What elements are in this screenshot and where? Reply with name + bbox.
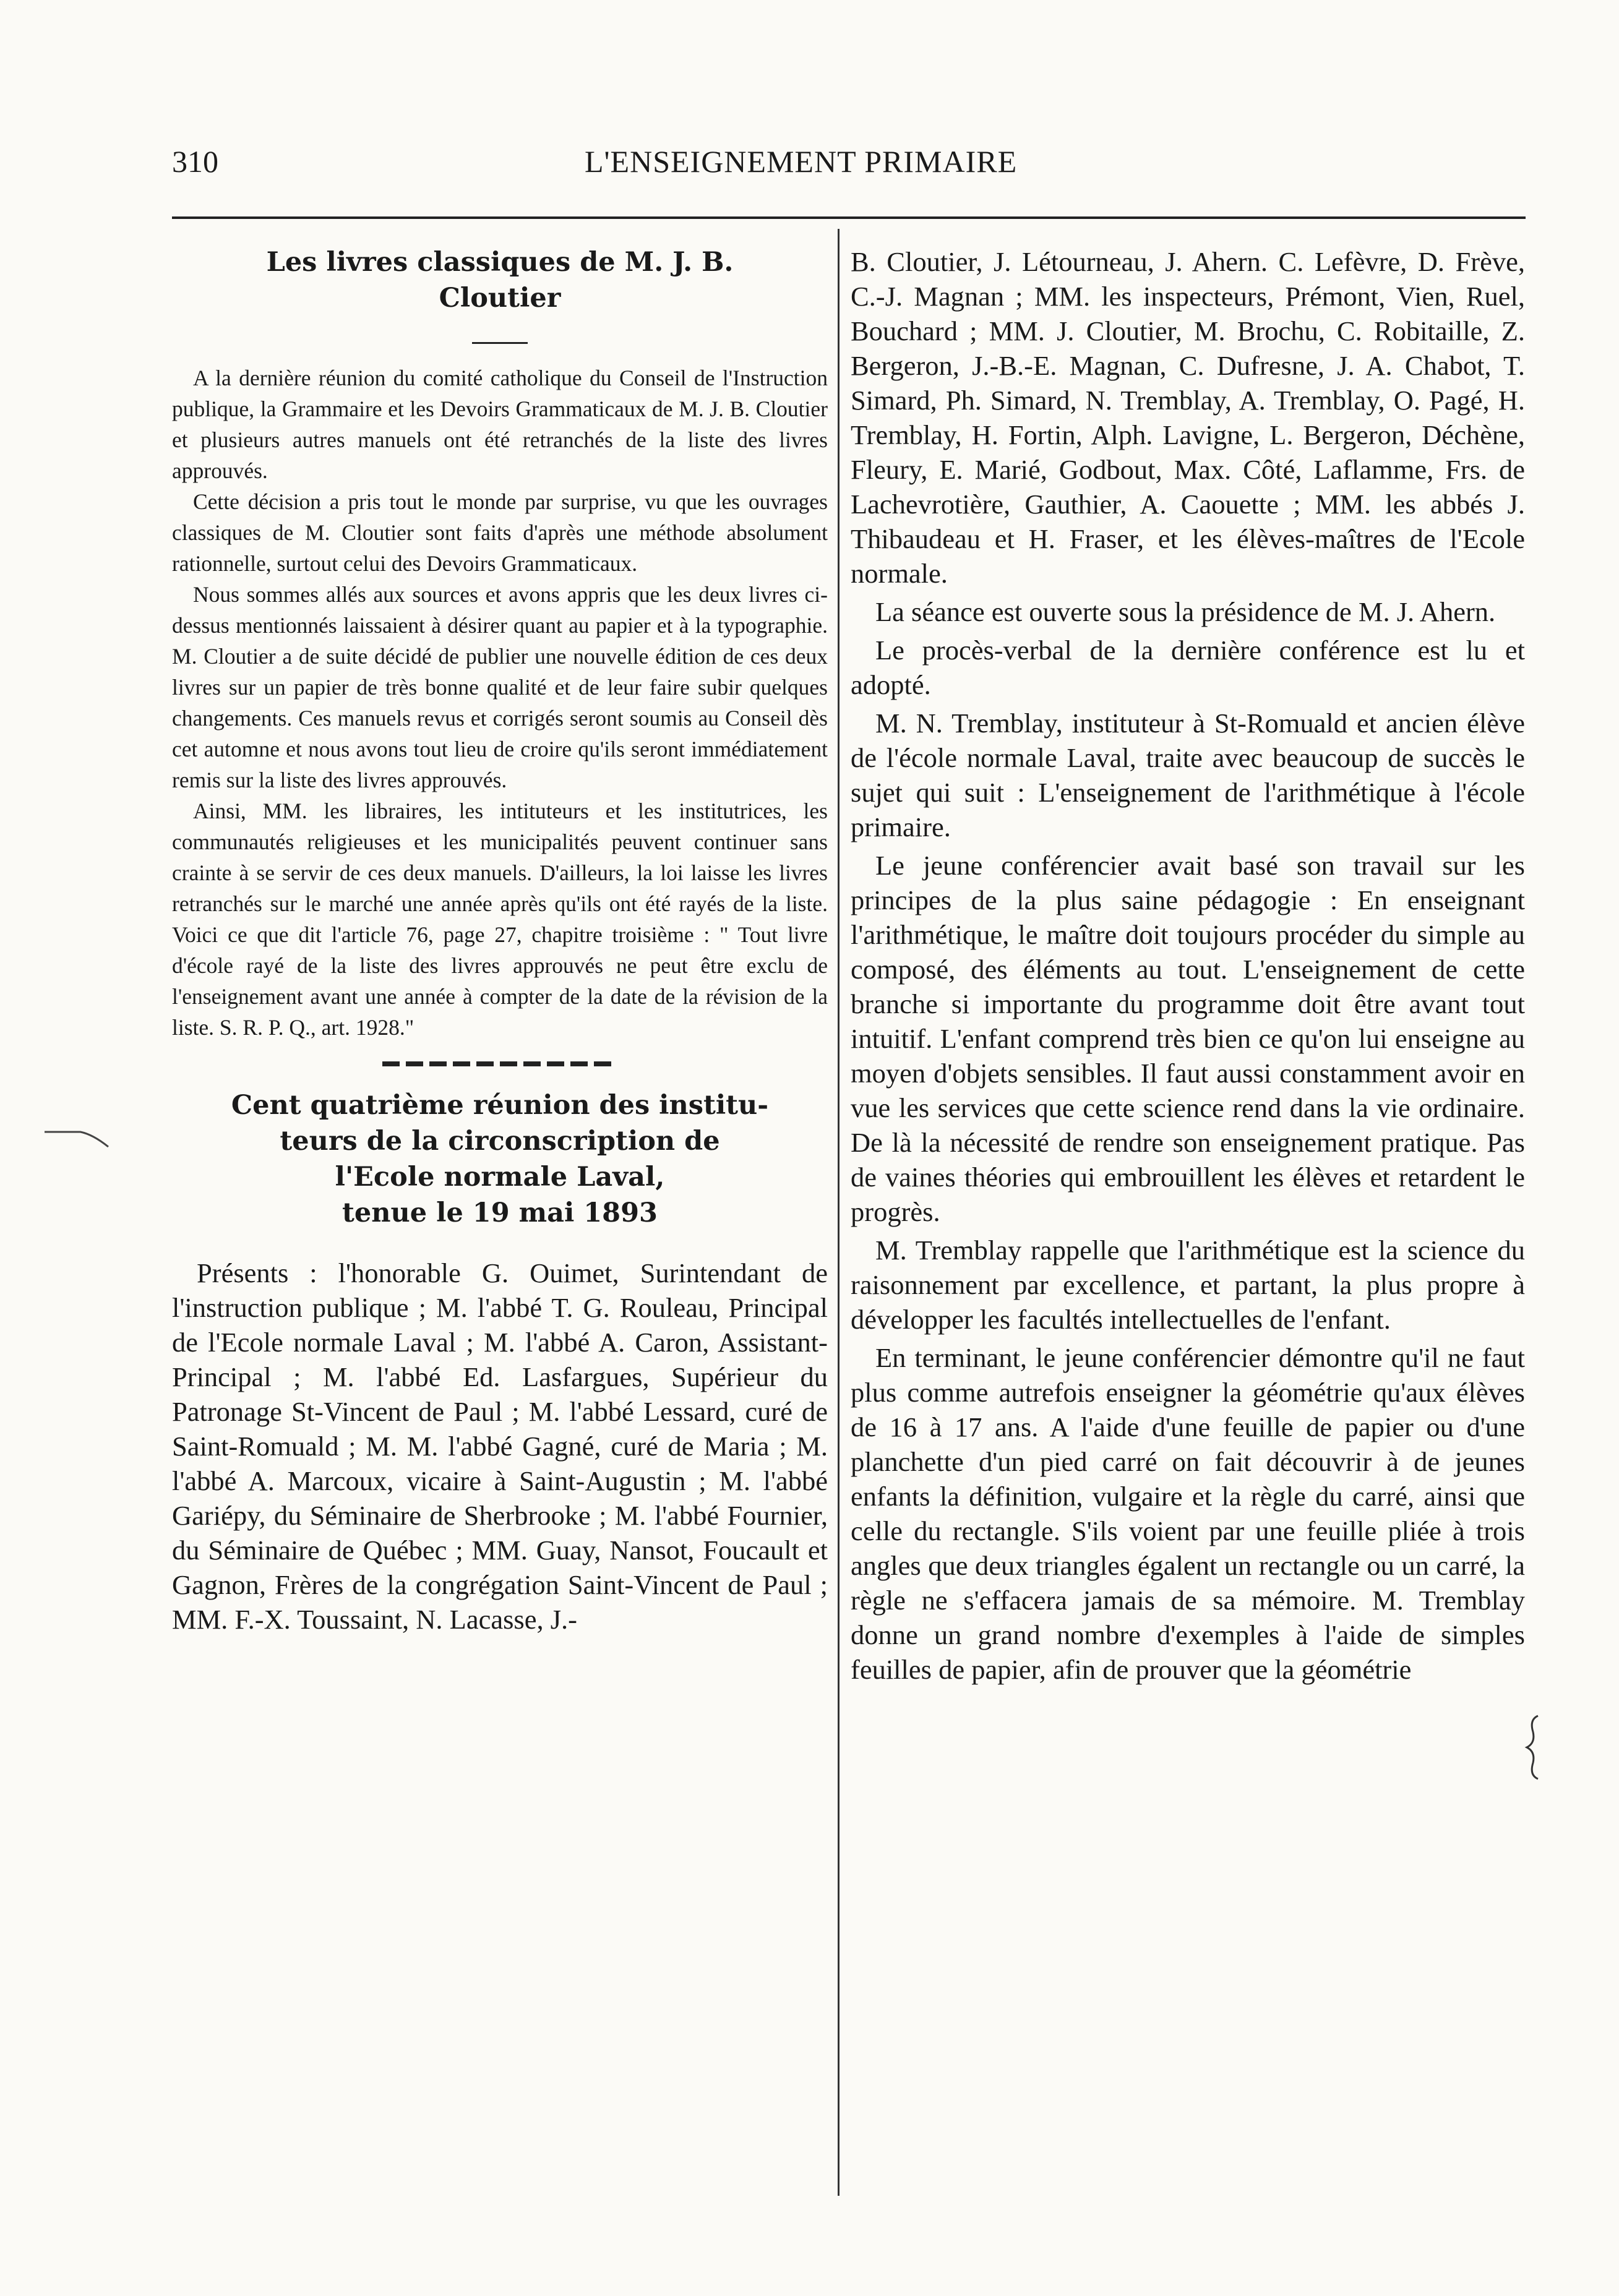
page-number: 310 xyxy=(172,144,218,179)
left-column xyxy=(172,244,828,1637)
article-title-line: Cloutier xyxy=(439,283,561,314)
paragraph: En terminant, le jeune conférencier démontre qu'il ne faut plus comme autrefois enseigner la géométrie qu'aux élèves de 16 à 17 ans. A l'aide d'une feuille de papier ou d'une planchette d'un pied carré on fait découvrir à de jeunes enfants la définition, vulgaire et la règle du carré, ainsi que celle du rectangle. S'ils voient par une feuille pliée à trois angles que deux triangles égalent un rectangle ou un carré, la règle ne s'effacera jamais de sa mémoire. M. Tremblay donne un grand nombre d'exemples à l'aide de simples feuilles de papier, afin de prouver que la géométrie xyxy=(851,1342,1525,1685)
paragraph: Présents : l'honorable G. Ouimet, Surintendant de l'instruction publique ; M. l'abbé T. G. Rouleau, Principal de l'Ecole normale Laval ; M. l'abbé A. Caron, Assistant-Principal ; M. l'abbé Ed. Lasfargues, Supérieur du Patronage St-Vincent de Paul ; M. l'abbé Lessard, curé de Saint-Romuald ; M. M. l'abbé Gagné, curé de Maria ; M. l'abbé A. Marcoux, vicaire à Saint-Augustin ; M. l'abbé Gariépy, du Séminaire de Sherbrooke ; M. l'abbé Fournier, du Séminaire de Québec ; MM. Guay, Nansot, Foucault et Gagnon, Frères de la congrégation Saint-Vincent de Paul ; MM. F.-X. Toussaint, N. Lacasse, J.- xyxy=(172,1257,828,1635)
paragraph: Nous sommes allés aux sources et avons appris que les deux livres ci-dessus mentionnés laissaient à désirer quant au papier et à la typographie. M. Cloutier a de suite décidé de publier une nouvelle édition de ces deux livres sur un papier de très bonne qualité et de leur faire subir quelques changements. Ces manuels revus et corrigés seront soumis au Conseil dès cet automne et nous avons tout lieu de croire qu'ils seront immédiatement remis sur la liste des livres approuvés. xyxy=(172,582,828,792)
header-rule xyxy=(172,216,1526,219)
column-divider xyxy=(838,229,840,2196)
paragraph: Ainsi, MM. les libraires, les intituteurs et les institutrices, les communautés religieuses et les municipalités peuvent continuer sans crainte à se servir de ces deux manuels. D'ailleurs, la loi laisse les livres retranchés sur le marché une année après qu'ils ont été rayés de la liste. Voici ce que dit l'article 76, page 27, chapitre troisième : " Tout livre d'école rayé de la liste des livres approuvés ne peut être exclu de l'enseignement avant une année à compter de la date de la révision de la liste. S. R. P. Q., art. 1928." xyxy=(172,799,828,1040)
article-body xyxy=(851,244,1525,1687)
article-title-line: teurs de la circonscription de xyxy=(280,1126,720,1157)
article-title-line: l'Ecole normale Laval, xyxy=(335,1162,665,1193)
paragraph: Le procès-verbal de la dernière conférence est lu et adopté. xyxy=(851,635,1525,700)
paragraph: M. Tremblay rappelle que l'arithmétique est la science du raisonnement par excellence, et partant, la plus propre à développer les facultés intellectuelles de l'enfant. xyxy=(851,1235,1525,1335)
article-body xyxy=(172,1256,828,1637)
margin-brace xyxy=(1522,1713,1547,1781)
margin-mark-line xyxy=(43,1126,111,1150)
paragraph: M. N. Tremblay, instituteur à St-Romuald et ancien élève de l'école normale Laval, traite avec beaucoup de succès le sujet qui suit : L'enseignement de l'arithmétique à l'école primaire. xyxy=(851,708,1525,842)
article-title-line: tenue le 19 mai 1893 xyxy=(342,1197,658,1228)
decorative-rule xyxy=(382,1061,617,1066)
article-body xyxy=(172,362,828,1043)
paragraph: A la dernière réunion du comité catholique du Conseil de l'Instruction publique, la Grammaire et les Devoirs Grammaticaux de M. J. B. Cloutier et plusieurs autres manuels ont été retranchés de la liste des livres approuvés. xyxy=(172,366,828,483)
article-title xyxy=(172,244,828,316)
running-title: L'ENSEIGNEMENT PRIMAIRE xyxy=(585,144,1018,179)
paragraph: Le jeune conférencier avait basé son travail sur les principes de la plus saine pédagogie : En enseignant l'arithmétique, le maître doit toujours procéder du simple au composé, des éléments au tout. L'enseignement de cette branche si importante du programme doit être avant tout intuitif. L'enfant comprend très bien ce qu'on lui enseigne au moyen d'objets sensibles. Il faut aussi constamment avoir en vue les services que cette science rend dans la vie ordinaire. De là la nécessité de rendre son enseignement pratique. Pas de vaines théories qui embrouillent les élèves et retardent le progrès. xyxy=(851,850,1525,1227)
article-title xyxy=(172,1087,828,1231)
section-rule xyxy=(472,342,528,344)
paragraph: B. Cloutier, J. Létourneau, J. Ahern. C. Lefèvre, D. Frève, C.-J. Magnan ; MM. les inspecteurs, Prémont, Vien, Ruel, Bouchard ; MM. J. Cloutier, M. Brochu, C. Robitaille, Z. Bergeron, J.-B.-E. Magnan, C. Dufresne, J. A. Chabot, T. Simard, Ph. Simard, N. Tremblay, A. Tremblay, O. Pagé, H. Tremblay, H. Fortin, Alph. Lavigne, L. Bergeron, Déchène, Fleury, E. Marié, Godbout, Max. Côté, Laflamme, Frs. de Lachevrotière, Gauthier, A. Caouette ; MM. les abbés J. Thibaudeau et H. Fraser, et les élèves-maîtres de l'Ecole normale. xyxy=(851,246,1525,589)
paragraph: Cette décision a pris tout le monde par surprise, vu que les ouvrages classiques de M. Cloutier sont faits d'après une méthode absolument rationnelle, surtout celui des Devoirs Grammaticaux. xyxy=(172,489,828,576)
paragraph: La séance est ouverte sous la présidence de M. J. Ahern. xyxy=(875,596,1496,627)
article-title-line: Cent quatrième réunion des institu- xyxy=(231,1090,769,1121)
article-title-line: Les livres classiques de M. J. B. xyxy=(266,247,734,278)
right-column xyxy=(851,244,1525,1690)
